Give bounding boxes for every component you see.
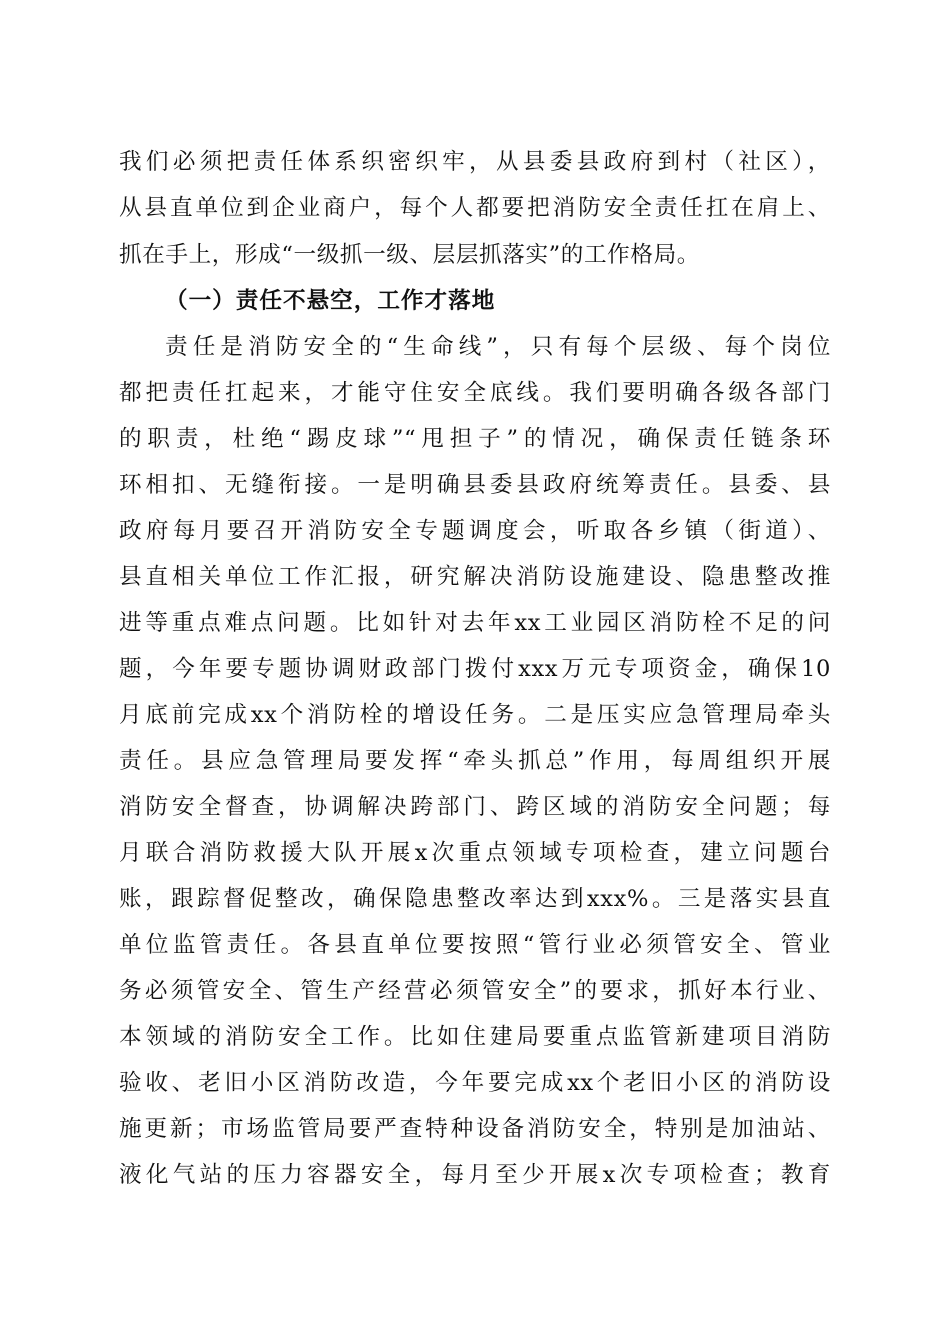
body-text-line: 账，跟踪督促整改，确保隐患整改率达到xxx%。三是落实县直	[119, 886, 831, 912]
section-heading: （一）责任不悬空，工作才落地	[165, 288, 496, 314]
body-text-line: 进等重点难点问题。比如针对去年xx工业园区消防栓不足的问	[119, 610, 831, 636]
body-text-line: 县直相关单位工作汇报，研究解决消防设施建设、隐患整改推	[119, 564, 831, 590]
body-text-line: 从县直单位到企业商户，每个人都要把消防安全责任扛在肩上、	[119, 195, 831, 221]
body-text-line: 施更新；市场监管局要严查特种设备消防安全，特别是加油站、	[119, 1116, 831, 1142]
body-text-line: 都把责任扛起来，才能守住安全底线。我们要明确各级各部门	[119, 380, 831, 406]
body-text-line: 消防安全督查，协调解决跨部门、跨区域的消防安全问题；每	[119, 794, 831, 820]
body-text-line: 的职责，杜绝“踢皮球”“甩担子”的情况，确保责任链条环	[119, 426, 831, 452]
body-text-line: 单位监管责任。各县直单位要按照“管行业必须管安全、管业	[119, 932, 831, 958]
body-text-line: 验收、老旧小区消防改造，今年要完成xx个老旧小区的消防设	[119, 1070, 831, 1096]
body-text-line: 我们必须把责任体系织密织牢，从县委县政府到村（社区），	[119, 149, 831, 175]
body-text-line: 务必须管安全、管生产经营必须管安全”的要求，抓好本行业、	[119, 978, 831, 1004]
body-text-line: 责任是消防安全的“生命线”，只有每个层级、每个岗位	[165, 334, 831, 360]
body-text-line: 题，今年要专题协调财政部门拨付xxx万元专项资金，确保10	[119, 656, 831, 682]
body-text-line: 责任。县应急管理局要发挥“牵头抓总”作用，每周组织开展	[119, 748, 831, 774]
body-text-line: 环相扣、无缝衔接。一是明确县委县政府统筹责任。县委、县	[119, 472, 831, 498]
body-text-line: 月底前完成xx个消防栓的增设任务。二是压实应急管理局牵头	[119, 702, 831, 728]
body-text-line: 抓在手上，形成“一级抓一级、层层抓落实”的工作格局。	[119, 242, 700, 268]
body-text-line: 本领域的消防安全工作。比如住建局要重点监管新建项目消防	[119, 1024, 831, 1050]
body-text-line: 液化气站的压力容器安全，每月至少开展x次专项检查；教育	[119, 1162, 831, 1188]
body-text-line: 月联合消防救援大队开展x次重点领域专项检查，建立问题台	[119, 840, 831, 866]
body-text-line: 政府每月要召开消防安全专题调度会，听取各乡镇（街道）、	[119, 518, 831, 544]
